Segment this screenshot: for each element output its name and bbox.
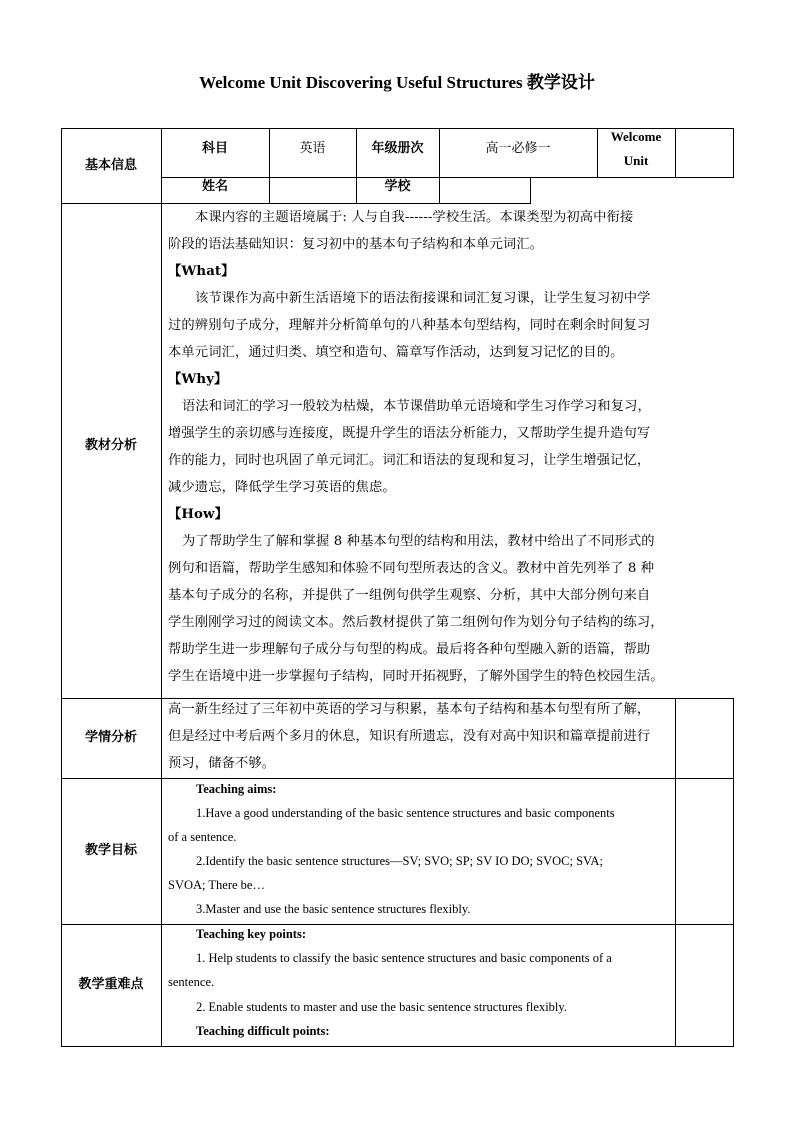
material-line: 学生在语境中进一步掌握句子结构，同时开拓视野，了解外国学生的特色校园生活。 xyxy=(168,669,664,684)
page-title: Welcome Unit Discovering Useful Structures 教学设计 xyxy=(199,73,595,92)
material-line: 基本句子成分的名称，并提供了一组例句供学生观察、分析，其中大部分例句来自 xyxy=(168,588,651,603)
aims-line: 1.Have a good understanding of the basic sentence structures and basic components xyxy=(196,806,615,820)
subject-label: 科目 xyxy=(201,141,228,156)
material-analysis-label: 教材分析 xyxy=(84,438,137,453)
material-line: 过的辨别句子成分，理解并分析简单句的八种基本句型结构，同时在剩余时间复习 xyxy=(168,318,651,333)
material-line: 帮助学生进一步理解句子成分与句型的构成。最后将各种句型融入新的语篇，帮助 xyxy=(168,642,651,657)
learner-line: 但是经过中考后两个多月的休息，知识有所遗忘，没有对高中知识和篇章提前进行 xyxy=(168,729,651,744)
subject-value: 英语 xyxy=(299,141,326,156)
notes-column-divider xyxy=(675,698,676,1047)
table-border-right xyxy=(733,698,734,1047)
table-border-right-top xyxy=(733,128,734,178)
aims-line: 3.Master and use the basic sentence structures flexibly. xyxy=(196,902,471,916)
what-heading: 【What】 xyxy=(168,264,235,279)
col-divider-4 xyxy=(530,177,531,204)
unit-value-line1: Welcome xyxy=(610,129,662,144)
label-column-divider xyxy=(161,128,162,1047)
col-divider-6 xyxy=(675,128,676,178)
learner-line: 高一新生经过了三年初中英语的学习与积累，基本句子结构和基本句型有所了解， xyxy=(168,702,651,717)
key-points-label: 教学重难点 xyxy=(78,977,144,992)
learner-line: 预习，储备不够。 xyxy=(168,756,276,771)
key-points-heading: Teaching key points: xyxy=(196,927,306,941)
material-line: 本单元词汇，通过归类、填空和造句、篇章写作活动，达到复习记忆的目的。 xyxy=(168,345,624,360)
material-line: 语法和词汇的学习一般较为枯燥，本节课借助单元语境和学生习作学习和复习， xyxy=(182,399,651,414)
unit-value-line2: Unit xyxy=(623,153,649,168)
grade-value: 高一必修一 xyxy=(485,141,551,156)
key-points-line: sentence. xyxy=(168,975,215,989)
basic-info-label: 基本信息 xyxy=(84,158,137,173)
grade-label: 年级册次 xyxy=(371,141,424,156)
material-line: 增强学生的亲切感与连接度，既提升学生的语法分析能力，又帮助学生提升造句写 xyxy=(168,426,651,441)
aims-line: SVOA; There be… xyxy=(168,878,265,892)
how-heading: 【How】 xyxy=(168,507,228,522)
aims-line: 2.Identify the basic sentence structures—SV; SVO; SP; SV IO DO; SVOC; SVA; xyxy=(196,854,603,868)
material-line: 该节课作为高中新生活语境下的语法衔接课和词汇复习课，让学生复习初中学 xyxy=(195,291,651,306)
material-line: 例句和语篇，帮助学生感知和体验不同句型所表达的含义。教材中首先列举了 8 种 xyxy=(168,561,655,576)
learner-analysis-label: 学情分析 xyxy=(84,730,137,745)
school-label: 学校 xyxy=(384,179,411,194)
name-label: 姓名 xyxy=(201,179,228,194)
why-heading: 【Why】 xyxy=(168,372,228,387)
material-line: 阶段的语法基础知识：复习初中的基本句子结构和本单元词汇。 xyxy=(168,237,544,252)
difficult-points-heading: Teaching difficult points: xyxy=(196,1024,330,1038)
material-line: 本课内容的主题语境属于: 人与自我------学校生活。本课类型为初高中衔接 xyxy=(195,210,634,225)
aims-line: of a sentence. xyxy=(168,830,237,844)
material-line: 减少遗忘，降低学生学习英语的焦虑。 xyxy=(168,480,396,495)
key-points-line: 2. Enable students to master and use the basic sentence structures flexibly. xyxy=(196,1000,567,1014)
key-points-line: 1. Help students to classify the basic sentence structures and basic components of a xyxy=(196,951,612,965)
material-line: 为了帮助学生了解和掌握 8 种基本句型的结构和用法，教材中给出了不同形式的 xyxy=(182,534,655,549)
teaching-aims-heading: Teaching aims: xyxy=(196,782,277,796)
teaching-aims-label: 教学目标 xyxy=(84,843,137,858)
material-line: 学生刚刚学习过的阅读文本。然后教材提供了第二组例句作为划分句子结构的练习， xyxy=(168,615,664,630)
material-line: 作的能力，同时也巩固了单元词汇。词汇和语法的复现和复习，让学生增强记忆， xyxy=(168,453,651,468)
